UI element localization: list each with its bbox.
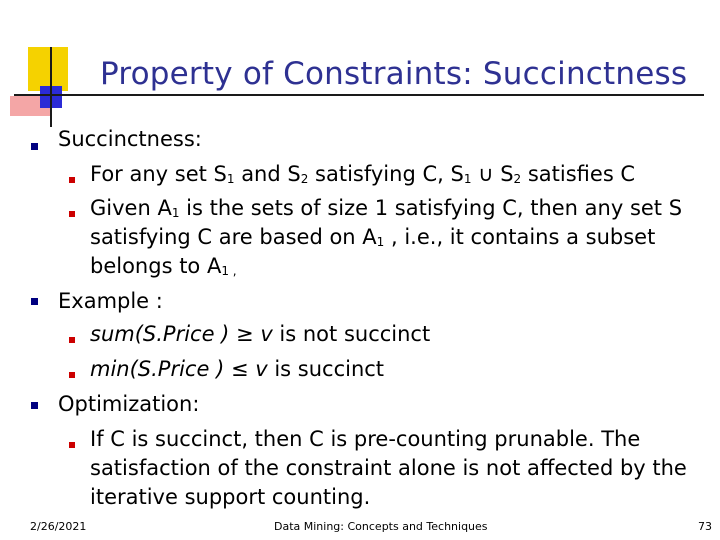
succinct-definition-a1-line1: Given $A_1$ is the sets of size 1 satisfying C, then any set S	[90, 196, 683, 220]
bullet-marker	[31, 143, 38, 150]
succinctness-heading: Succinctness:	[58, 127, 202, 151]
bullet-marker	[31, 402, 38, 409]
footer-page-number: 73	[698, 520, 712, 533]
sub-bullet-marker	[69, 337, 75, 343]
optimization-line3: iterative support counting.	[90, 485, 371, 509]
example-min-succinct: min(S.Price ) ≤ v is succinct	[90, 357, 385, 381]
succinct-definition-union: For any set $S_1$ and $S_2$ satisfying C, $S_1$ ∪ $S_2$ satisfies C	[90, 162, 636, 186]
decor-yellow-square	[28, 47, 68, 91]
sub-bullet-marker	[69, 442, 75, 448]
footer-course: Data Mining: Concepts and Techniques	[274, 520, 488, 533]
succinct-definition-a1-line2: satisfying C are based on $A_1$ , i.e., it contains a subset	[90, 225, 656, 249]
footer-date: 2/26/2021	[30, 520, 87, 533]
decor-vertical-line	[50, 47, 52, 127]
example-sum-not-succinct: sum(S.Price ) ≥ v is not succinct	[90, 322, 431, 346]
title-underline	[14, 94, 704, 96]
sub-bullet-marker	[69, 372, 75, 378]
optimization-heading: Optimization:	[58, 392, 200, 416]
succinct-definition-a1-line3: belongs to $A_{1 ,}$	[90, 254, 237, 278]
sub-bullet-marker	[69, 177, 75, 183]
example-heading: Example :	[58, 289, 163, 313]
optimization-line1: If C is succinct, then C is pre-counting prunable. The	[90, 427, 641, 451]
sub-bullet-marker	[69, 211, 75, 217]
optimization-line2: satisfaction of the constraint alone is not affected by the	[90, 456, 687, 480]
page-title: Property of Constraints: Succinctness	[100, 56, 688, 92]
bullet-marker	[31, 298, 38, 305]
